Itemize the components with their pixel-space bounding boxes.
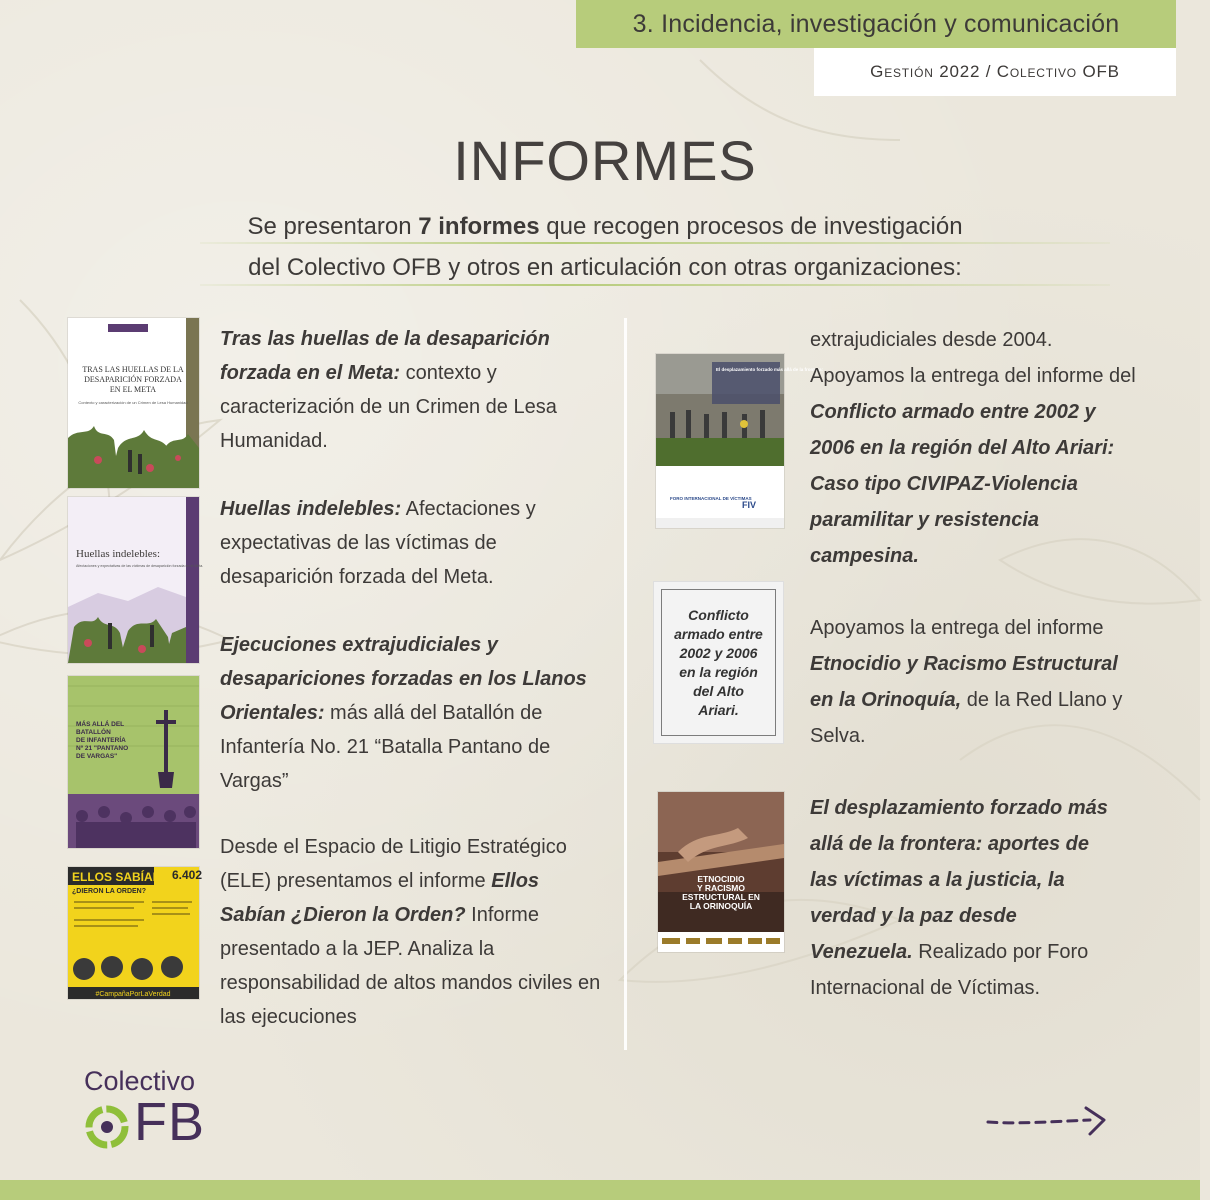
report-body: de la Red Llano y Selva. (810, 689, 1123, 747)
cover-3-title-3: DE INFANTERÍA (76, 737, 126, 744)
intro-line-2: del Colectivo OFB y otros en articulación con otras organizaciones: (248, 254, 962, 281)
report-pre: Desde el Espacio de Litigio Estratégico (ELE) presentamos el informe (220, 836, 567, 892)
cover-4-title: ELLOS SABÍAN (72, 870, 162, 884)
cover-6-title-2: Y RACISMO (696, 883, 746, 893)
section-banner: 3. Incidencia, investigación y comunicación (576, 0, 1176, 48)
cover-6-title-4: LA ORINOQUÍA (689, 901, 753, 911)
cover-6-title-1: ETNOCIDIO (697, 874, 745, 884)
cover-1-title-2: DESAPARICIÓN FORZADA (84, 375, 182, 384)
report-title: Tras las huellas de la desaparición forzada en el Meta: (220, 328, 550, 384)
report-text-ellos-sabian (220, 830, 608, 1034)
intro-underline-2 (200, 284, 1110, 286)
report-body: Informe presentado a la JEP. Analiza la responsabilidad de altos mandos civiles en las ejecuciones (220, 904, 601, 1028)
cover-3-title-5: DE VARGAS" (76, 753, 118, 760)
cover-1-title-1: TRAS LAS HUELLAS DE LA (82, 365, 184, 374)
logo-ofb: FB (134, 1092, 206, 1152)
cover-3-title-2: BATALLÓN (76, 729, 111, 736)
report-cover-desplazamiento[interactable] (656, 354, 824, 528)
report-title: Conflicto armado entre 2002 y 2006 en la región del Alto Ariari: Caso tipo CIVIPAZ-Violencia paramilitar y resistencia campesina. (810, 401, 1115, 567)
colectivo-ofb-logo (80, 1066, 240, 1156)
cover-4-number: 6.402 (172, 868, 203, 882)
report-cover-llanos-orientales[interactable] (68, 676, 199, 848)
cover-6-title-3: ESTRUCTURAL EN (682, 892, 760, 902)
logo-wordmark: Colectivo (84, 1066, 196, 1096)
report-title: Huellas indelebles: (220, 498, 402, 520)
report-text-alto-ariari (810, 322, 1145, 574)
report-cover-huellas-indelebles[interactable] (68, 497, 204, 663)
report-text-desplazamiento (810, 790, 1110, 1006)
report-title: Etnocidio y Racismo Estructural en la Orinoquía, (810, 653, 1118, 711)
report-text-etnocidio (810, 610, 1130, 754)
cover-5-org: FORO INTERNACIONAL DE VÍCTIMAS (670, 496, 752, 501)
cover-3-title-1: MÁS ALLÁ DEL (76, 721, 125, 728)
cover-1-subtitle: Contexto y caracterización de un Crimen de Lesa Humanidad (78, 400, 188, 405)
cover-5-badge: FIV (742, 500, 757, 510)
report-pre: Apoyamos la entrega del informe (810, 617, 1104, 639)
report-title: El desplazamiento forzado más allá de la frontera: aportes de las víctimas a la justicia, la verdad y la paz desde Venezuela. (810, 797, 1108, 963)
report-cover-etnocidio[interactable] (658, 792, 784, 952)
report-pre: extrajudiciales desde 2004. Apoyamos la entrega del informe del (810, 329, 1136, 387)
report-text-llanos-orientales (220, 628, 600, 798)
report-text-huellas-indelebles (220, 492, 600, 594)
cover-2-title: Huellas indelebles: (76, 548, 161, 560)
page-title: INFORMES (453, 129, 757, 192)
report-cover-ellos-sabian[interactable] (68, 867, 203, 999)
report-cover-placeholder[interactable] (654, 582, 783, 743)
report-text-huellas-meta (220, 322, 600, 458)
footer-bar (0, 1180, 1200, 1200)
column-divider (624, 318, 627, 1050)
logo-ring-icon (82, 1102, 132, 1152)
report-title: Ejecuciones extrajudiciales y desapariciones forzadas en los Llanos Orientales: (220, 634, 587, 724)
gestion-label: Gestión 2022 / Colectivo OFB (814, 48, 1176, 96)
report-body: contexto y caracterización de un Crimen de Lesa Humanidad. (220, 362, 557, 452)
cover-4-subtitle: ¿DIERON LA ORDEN? (72, 888, 147, 895)
intro-text (0, 206, 1210, 288)
cover-2-subtitle: Afectaciones y expectativas de las víctimas de desaparición forzada en el Meta. (76, 564, 204, 568)
report-cover-huellas-meta[interactable] (68, 318, 199, 488)
report-body: Realizado por Foro Internacional de Víctimas. (810, 941, 1089, 999)
intro-underline-1 (200, 242, 1110, 244)
report-body: Afectaciones y expectativas de las víctimas de desaparición forzada del Meta. (220, 498, 536, 588)
placeholder-caption: Conflicto armado entre 2002 y 2006 en la región del Alto Ariari. (661, 589, 776, 736)
intro-line-1: Se presentaron 7 informes que recogen procesos de investigación (247, 213, 963, 240)
report-body: más allá del Batallón de Infantería No. 21 “Batalla Pantano de Vargas” (220, 702, 551, 792)
intro-strong: 7 informes (418, 213, 540, 240)
next-page-arrow-icon[interactable] (986, 1100, 1110, 1140)
cover-4-hashtag: #CampañaPorLaVerdad (95, 991, 171, 998)
cover-1-title-3: EN EL META (109, 385, 157, 394)
cover-5-title: El desplazamiento forzado más allá de la frontera: (716, 367, 824, 372)
cover-3-title-4: Nº 21 "PANTANO (76, 745, 129, 752)
report-title: Ellos Sabían ¿Dieron la Orden? (220, 870, 540, 926)
